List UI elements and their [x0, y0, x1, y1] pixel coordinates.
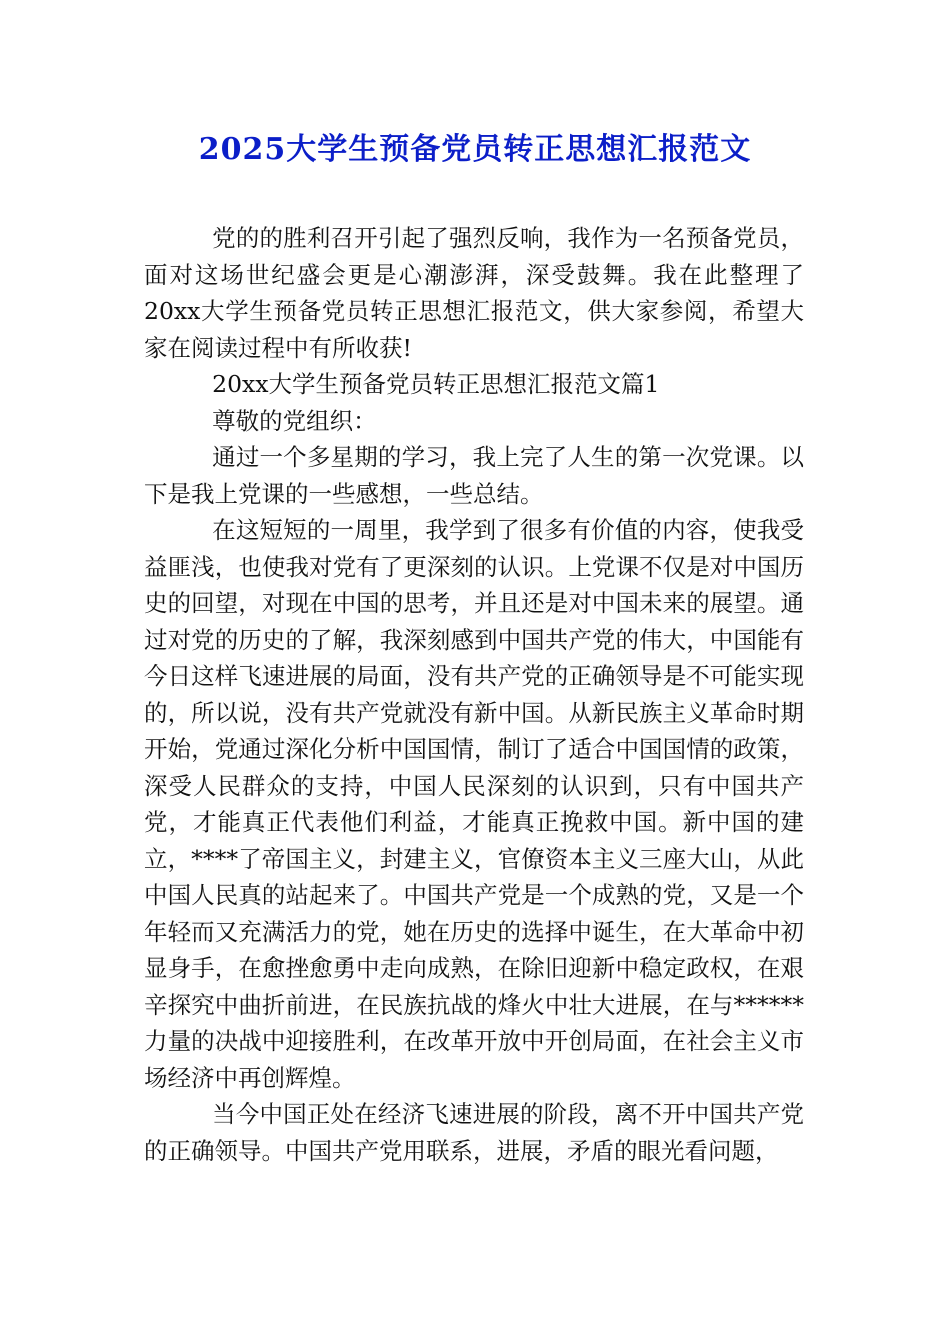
paragraph-body: 通过一个多星期的学习，我上完了人生的第一次党课。以下是我上党课的一些感想，一些总结。 [144, 443, 804, 508]
paragraph-section-heading: 20xx大学生预备党员转正思想汇报范文篇1 [212, 370, 660, 398]
paragraph-body: 在这短短的一周里，我学到了很多有价值的内容，使我受益匪浅，也使我对党有了更深刻的认识。上党课不仅是对中国历史的回望，对现在中国的思考，并且还是对中国未来的展望。通过对党的历史的了解，我深刻感到中国共产党的伟大，中国能有今日这样飞速进展的局面，没有共产党的正确领导是不可能实现的，所以说，没有共产党就没有新中国。从新民族主义革命时期开始，党通过深化分析中国国情，制订了适合中国国情的政策，深受人民群众的支持，中国人民深刻的认识到，只有中国共产党，才能真正代表他们利益，才能真正挽救中国。新中国的建立，****了帝国主义，封建主义，官僚资本主义三座大山，从此中国人民真的站起来了。中国共产党是一个成熟的党，又是一个年轻而又充满活力的党，她在历史的选择中诞生，在大革命中初显身手，在愈挫愈勇中走向成熟，在除旧迎新中稳定政权，在艰辛探究中曲折前进，在民族抗战的烽火中壮大进展，在与******力量的决战中迎接胜利，在改革开放中开创局面，在社会主义市场经济中再创辉煌。 [144, 516, 804, 1092]
paragraph-intro: 党的的胜利召开引起了强烈反响，我作为一名预备党员，面对这场世纪盛会更是心潮澎湃，深受鼓舞。我在此整理了20xx大学生预备党员转正思想汇报范文，供大家参阅，希望大家在阅读过程中有所收获! [144, 224, 804, 362]
document-title: 2025大学生预备党员转正思想汇报范文 [198, 132, 752, 167]
paragraph-salutation: 尊敬的党组织： [212, 406, 377, 435]
paragraph-body: 当今中国正处在经济飞速进展的阶段，离不开中国共产党的正确领导。中国共产党用联系，进展，矛盾的眼光看问题， [144, 1100, 804, 1165]
document-body [144, 220, 804, 1169]
